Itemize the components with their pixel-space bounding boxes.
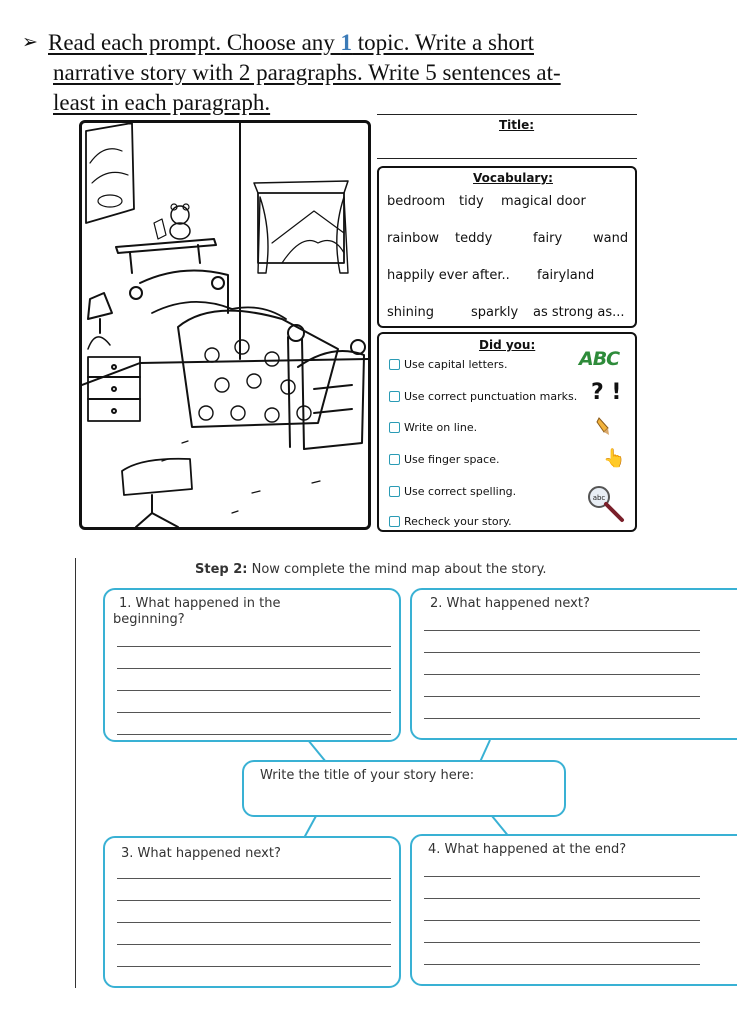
prompt-line-1: Read each prompt. Choose any 1 topic. Write a short [48,30,534,55]
step-heading: Step 2: Now complete the mind map about the story. [195,562,547,577]
write-line[interactable] [117,966,391,967]
vocab-word: magical door [501,194,586,209]
vocab-word: shining [387,305,434,320]
mindmap-box-next [410,588,737,740]
write-line[interactable] [117,900,391,901]
checklist-item[interactable]: Use correct punctuation marks. [389,390,577,403]
write-line[interactable] [424,898,700,899]
checklist-item[interactable]: Recheck your story. [389,515,512,528]
title-label: Title: [499,118,535,132]
write-line[interactable] [117,734,391,735]
topic-number: 1 [340,30,353,55]
vocab-word: sparkly [471,305,519,320]
write-line[interactable] [424,942,700,943]
write-line[interactable] [424,696,700,697]
vocab-word: tidy [459,194,484,209]
write-line[interactable] [117,944,391,945]
checklist-item[interactable]: Use capital letters. [389,358,507,371]
checklist-item[interactable]: Write on line. [389,421,477,434]
vocab-word: teddy [455,231,493,246]
magnifier-label: abc [592,494,606,502]
abc-blocks-icon: ABC [579,348,620,370]
finger-icon: 👆 [603,448,626,469]
write-line[interactable] [424,876,700,877]
arrow-icon: ➢ [22,32,38,53]
write-line[interactable] [424,920,700,921]
write-line[interactable] [117,878,391,879]
vocab-word: fairyland [537,268,595,283]
write-line[interactable] [424,630,700,631]
box-question: 1. What happened in the beginning? [113,596,281,627]
title-prompt: Write the title of your story here: [260,768,475,783]
write-line[interactable] [117,922,391,923]
prompt-line-2: narrative story with 2 paragraphs. Write 5 sentences at- [53,60,561,85]
write-line[interactable] [117,646,391,647]
box-question: 2. What happened next? [430,596,590,611]
write-line[interactable] [424,652,700,653]
write-line[interactable] [424,964,700,965]
box-question: 4. What happened at the end? [428,842,627,857]
write-line[interactable] [117,690,391,691]
mindmap-box-next-2 [103,836,401,988]
write-line[interactable] [424,718,700,719]
punctuation-icon: ? ! [591,380,622,405]
vocab-word: as strong as... [533,305,625,320]
checklist-item[interactable]: Use correct spelling. [389,485,516,498]
write-line[interactable] [117,668,391,669]
write-line[interactable] [424,674,700,675]
vocab-word: rainbow [387,231,439,246]
box-question: 3. What happened next? [121,846,281,861]
mindmap-box-end [410,834,737,986]
mindmap-box-beginning [103,588,401,742]
vocab-word: wand [593,231,629,246]
vocab-word: happily ever after.. [387,268,510,283]
mindmap-title-box[interactable] [242,760,566,817]
vocab-word: bedroom [387,194,446,209]
vocab-word: fairy [533,231,563,246]
checklist-heading: Did you: [479,338,536,352]
write-line[interactable] [117,712,391,713]
vocabulary-heading: Vocabulary: [473,171,553,185]
checklist-item[interactable]: Use finger space. [389,453,499,466]
prompt-line-3: least in each paragraph. [53,90,271,115]
